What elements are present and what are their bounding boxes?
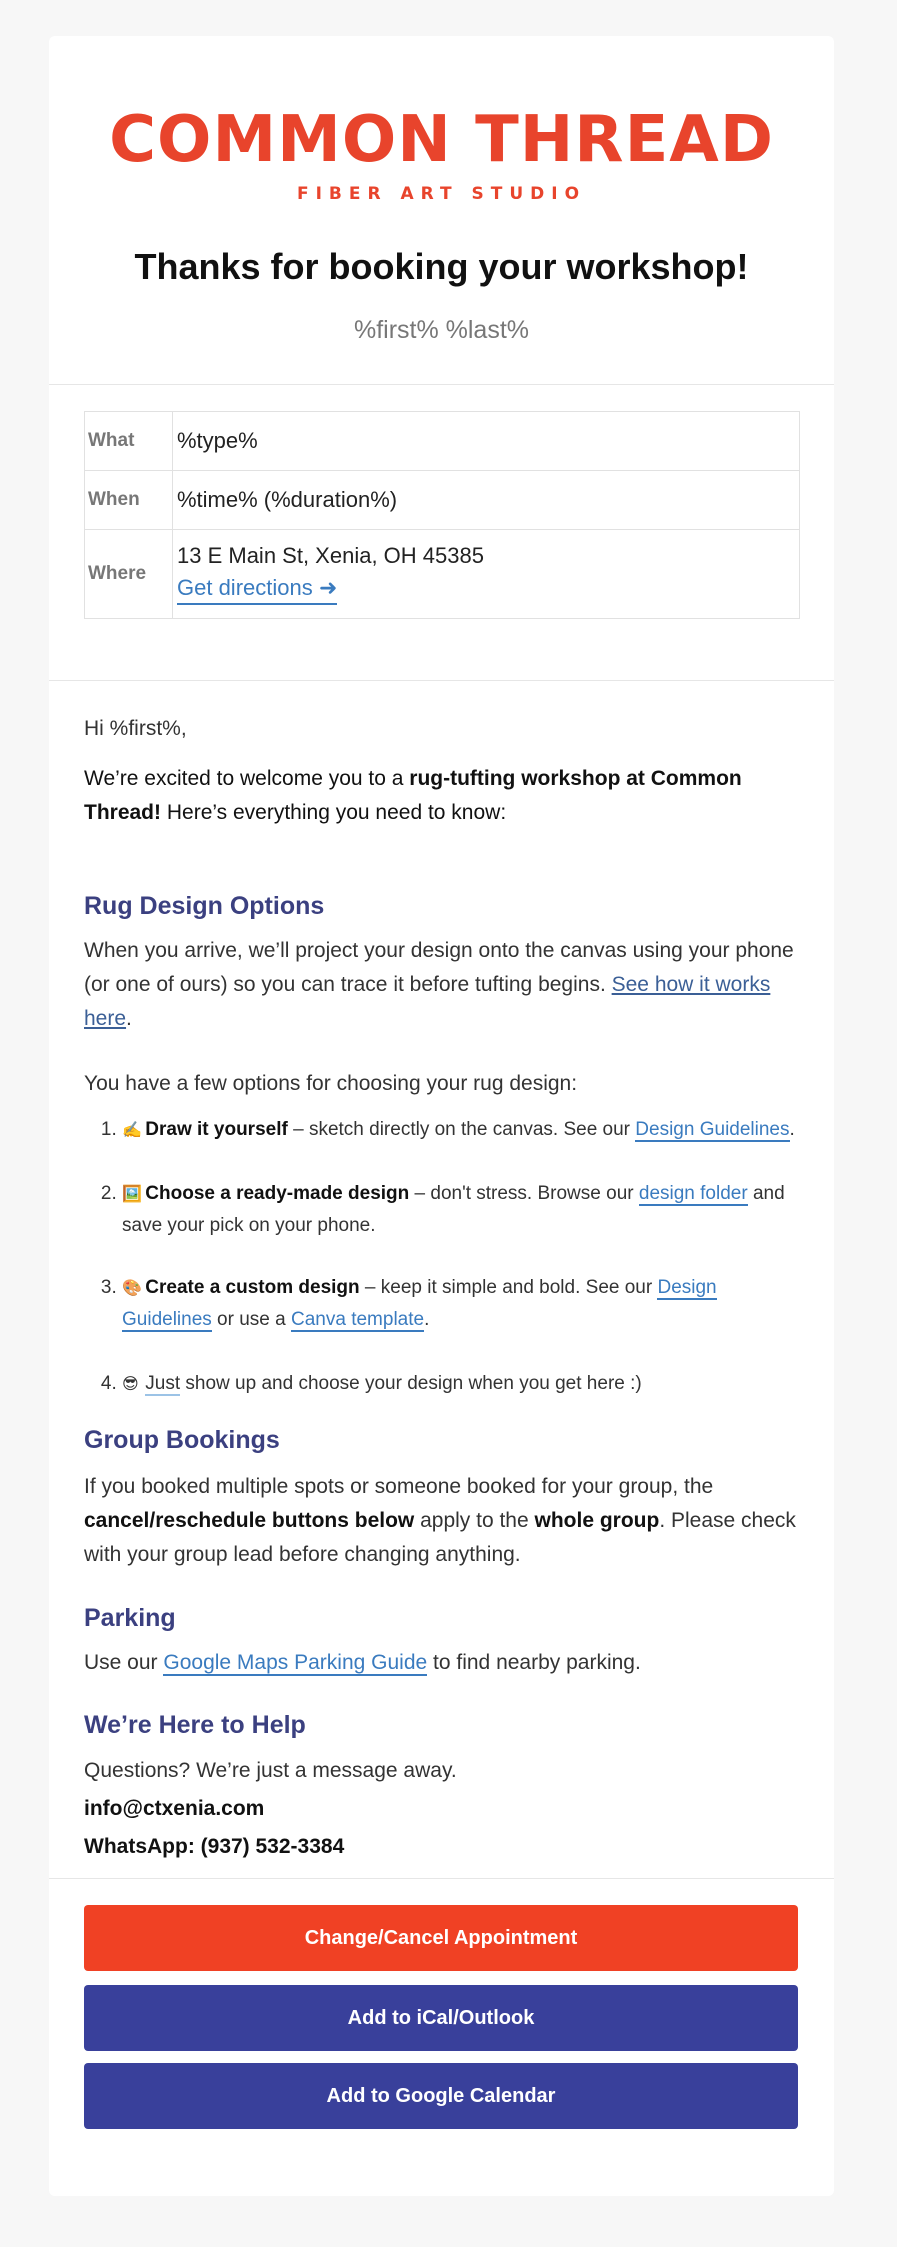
design-guidelines-link[interactable]: Design Guidelines: [635, 1119, 790, 1140]
list-item: [122, 1272, 800, 1335]
group-post: . Please check with your group lead before changing anything.: [84, 1509, 796, 1566]
rug-design-heading: Rug Design Options: [84, 892, 325, 920]
greeting: Hi %first%,: [84, 717, 187, 740]
change-cancel-button[interactable]: Change/Cancel Appointment: [84, 1905, 798, 1971]
option-list: [84, 1272, 800, 1335]
page-title: Thanks for booking your workshop!: [134, 246, 749, 287]
parking-heading: Parking: [84, 1604, 176, 1632]
group-bookings-text: [84, 1470, 800, 1572]
rug-text: When you arrive, we’ll project your design onto the canvas using your phone (or one of ours) so you can trace it before tufting begins.: [84, 939, 794, 996]
parking-guide-link[interactable]: Google Maps Parking Guide: [163, 1651, 428, 1674]
option1-title: Draw it yourself: [145, 1119, 288, 1140]
sunglasses-face-icon: 😎: [122, 1376, 139, 1393]
rug-text-end: .: [126, 1007, 132, 1030]
option3-end: .: [424, 1309, 430, 1330]
group-bookings-heading: Group Bookings: [84, 1426, 280, 1454]
contact-phone[interactable]: WhatsApp: (937) 532-3384: [84, 1835, 345, 1858]
option2-text: – don't stress. Browse our: [409, 1183, 639, 1204]
design-folder-link[interactable]: design folder: [638, 1183, 748, 1204]
details-row-what: [85, 412, 799, 471]
intro-bold: rug-tufting workshop at Common Thread!: [84, 767, 742, 824]
recipient-name: %first% %last%: [353, 316, 530, 344]
option2-title: Choose a ready-made design: [145, 1183, 410, 1204]
what-label: What: [85, 412, 173, 470]
picture-icon: 🖼️: [122, 1186, 142, 1203]
option1-text: – sketch directly on the canvas. See our: [287, 1119, 636, 1140]
rug-design-text: [84, 934, 800, 1036]
brand-name: COMMON THREAD: [109, 103, 774, 177]
list-item: [122, 1368, 642, 1400]
list-item: [122, 1114, 795, 1146]
intro-text: [84, 762, 800, 830]
when-value-text: %time% (%duration%): [177, 487, 398, 512]
option-list: [84, 1368, 642, 1400]
when-value: [173, 471, 397, 529]
option1-end: .: [789, 1119, 795, 1140]
intro-post: Here’s everything you need to know:: [161, 801, 507, 824]
what-value-text: %type%: [177, 428, 258, 453]
group-pre: If you booked multiple spots or someone booked for your group, the: [84, 1475, 714, 1498]
what-value: [173, 412, 258, 470]
list-item: [122, 1178, 800, 1241]
add-google-calendar-button[interactable]: Add to Google Calendar: [84, 2063, 798, 2129]
email-card: [49, 36, 834, 2196]
options-intro: You have a few options for choosing your rug design:: [84, 1072, 578, 1095]
parking-text: [84, 1646, 641, 1680]
option-list: [84, 1114, 795, 1146]
parking-pre: Use our: [84, 1651, 164, 1674]
parking-post: to find nearby parking.: [427, 1651, 641, 1674]
when-label: When: [85, 471, 173, 529]
where-value: [173, 530, 484, 618]
details-row-when: [85, 471, 799, 530]
brand-tagline: FIBER ART STUDIO: [296, 184, 587, 204]
divider: [49, 1878, 834, 1879]
option-list: [84, 1178, 800, 1241]
booking-details-table: [84, 411, 800, 619]
help-text: Questions? We’re just a message away.: [84, 1759, 457, 1782]
palette-icon: 🎨: [122, 1280, 142, 1297]
see-how-link[interactable]: See how it works here: [84, 973, 771, 1030]
get-directions-link[interactable]: Get directions ➜: [177, 575, 337, 605]
address: 13 E Main St, Xenia, OH 45385: [177, 543, 484, 568]
design-guidelines-link[interactable]: Design Guidelines: [122, 1277, 717, 1330]
option2-end: and save your pick on your phone.: [122, 1183, 785, 1236]
help-heading: We’re Here to Help: [84, 1711, 306, 1739]
divider: [49, 384, 834, 385]
canva-template-link[interactable]: Canva template: [291, 1309, 425, 1330]
option3-title: Create a custom design: [145, 1277, 360, 1298]
group-bold2: whole group: [534, 1509, 660, 1532]
contact-email[interactable]: info@ctxenia.com: [84, 1797, 265, 1820]
writing-hand-icon: ✍️: [122, 1122, 142, 1139]
add-ical-button[interactable]: Add to iCal/Outlook: [84, 1985, 798, 2051]
option3-text: – keep it simple and bold. See our: [359, 1277, 658, 1298]
brand-logo: [49, 104, 834, 204]
option3-mid: or use a: [211, 1309, 291, 1330]
intro-pre: We’re excited to welcome you to a: [84, 767, 410, 790]
details-row-where: [85, 530, 799, 618]
where-label: Where: [85, 530, 173, 618]
option4-just: Just: [145, 1373, 181, 1394]
option4-text: show up and choose your design when you get here :): [180, 1373, 642, 1394]
divider: [49, 680, 834, 681]
group-bold1: cancel/reschedule buttons below: [84, 1509, 415, 1532]
group-mid: apply to the: [414, 1509, 535, 1532]
